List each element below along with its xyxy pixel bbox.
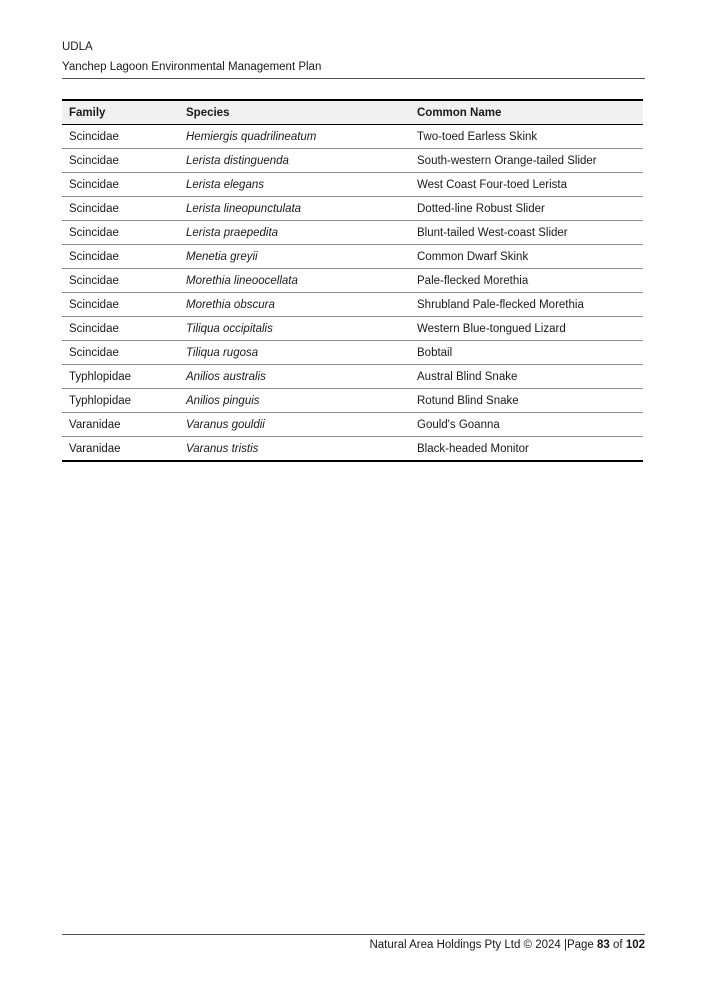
table-row: [62, 245, 643, 269]
cell-family: Scincidae: [62, 317, 179, 341]
cell-family: Scincidae: [62, 221, 179, 245]
cell-common-name: Austral Blind Snake: [410, 365, 643, 389]
cell-family: Scincidae: [62, 341, 179, 365]
table-row: [62, 125, 643, 149]
footer-page-number: 83: [597, 939, 610, 951]
header-org: UDLA: [62, 41, 93, 53]
header-title: Yanchep Lagoon Environmental Management Plan: [62, 61, 322, 73]
cell-family: Varanidae: [62, 413, 179, 437]
table-row: [62, 197, 643, 221]
footer-company-text: Natural Area Holdings Pty Ltd © 2024 |Page: [369, 939, 598, 951]
cell-common-name: Western Blue-tongued Lizard: [410, 317, 643, 341]
column-header-species: Species: [179, 100, 410, 125]
table-row: [62, 365, 643, 389]
document-footer: [62, 934, 645, 953]
table-header-row: [62, 100, 643, 125]
cell-family: Scincidae: [62, 269, 179, 293]
cell-common-name: Black-headed Monitor: [417, 442, 529, 455]
cell-family: Scincidae: [62, 293, 179, 317]
column-header-common-name: Common Name: [410, 100, 643, 125]
cell-species: Morethia lineoocellata: [179, 269, 410, 293]
cell-family: Scincidae: [62, 197, 179, 221]
cell-species: Anilios pinguis: [179, 389, 410, 413]
cell-family: Typhlopidae: [62, 365, 179, 389]
cell-common-name: Rotund Blind Snake: [410, 389, 643, 413]
cell-family: Varanidae: [69, 442, 121, 455]
cell-common-name: West Coast Four-toed Lerista: [410, 173, 643, 197]
cell-common-name: Dotted-line Robust Slider: [410, 197, 643, 221]
cell-common-name: Bobtail: [410, 341, 643, 365]
table-row: [62, 173, 643, 197]
cell-family: Scincidae: [62, 125, 179, 149]
table-row: [62, 293, 643, 317]
cell-species: Hemiergis quadrilineatum: [179, 125, 410, 149]
cell-species: Morethia obscura: [179, 293, 410, 317]
cell-species: Menetia greyii: [179, 245, 410, 269]
table-row: [62, 149, 643, 173]
cell-family: Scincidae: [62, 149, 179, 173]
cell-common-name: Gould's Goanna: [410, 413, 643, 437]
table-row: [62, 389, 643, 413]
table-row: [62, 269, 643, 293]
cell-common-name: South-western Orange-tailed Slider: [410, 149, 643, 173]
table-row: [62, 413, 643, 437]
cell-species: Tiliqua rugosa: [179, 341, 410, 365]
cell-common-name: Common Dwarf Skink: [410, 245, 643, 269]
cell-species: Tiliqua occipitalis: [179, 317, 410, 341]
cell-species: Anilios australis: [179, 365, 410, 389]
table-row: [62, 317, 643, 341]
cell-species: Varanus gouldii: [179, 413, 410, 437]
cell-family: Typhlopidae: [62, 389, 179, 413]
cell-species: Lerista praepedita: [179, 221, 410, 245]
cell-common-name: Blunt-tailed West-coast Slider: [410, 221, 643, 245]
cell-common-name: Shrubland Pale-flecked Morethia: [410, 293, 643, 317]
cell-common-name: Pale-flecked Morethia: [410, 269, 643, 293]
table-row: [62, 341, 643, 365]
cell-family: Scincidae: [62, 245, 179, 269]
cell-species: Lerista elegans: [179, 173, 410, 197]
footer-of-label: of: [609, 939, 626, 951]
cell-species: Varanus tristis: [186, 442, 259, 455]
document-header: [62, 37, 645, 79]
table-row: [62, 221, 643, 245]
column-header-family: Family: [62, 100, 179, 125]
cell-species: Lerista distinguenda: [179, 149, 410, 173]
cell-species: Lerista lineopunctulata: [179, 197, 410, 221]
cell-common-name: Two-toed Earless Skink: [410, 125, 643, 149]
footer-page-total: 102: [625, 939, 645, 951]
table-row: [62, 437, 643, 462]
cell-family: Scincidae: [62, 173, 179, 197]
species-table: [62, 99, 643, 462]
